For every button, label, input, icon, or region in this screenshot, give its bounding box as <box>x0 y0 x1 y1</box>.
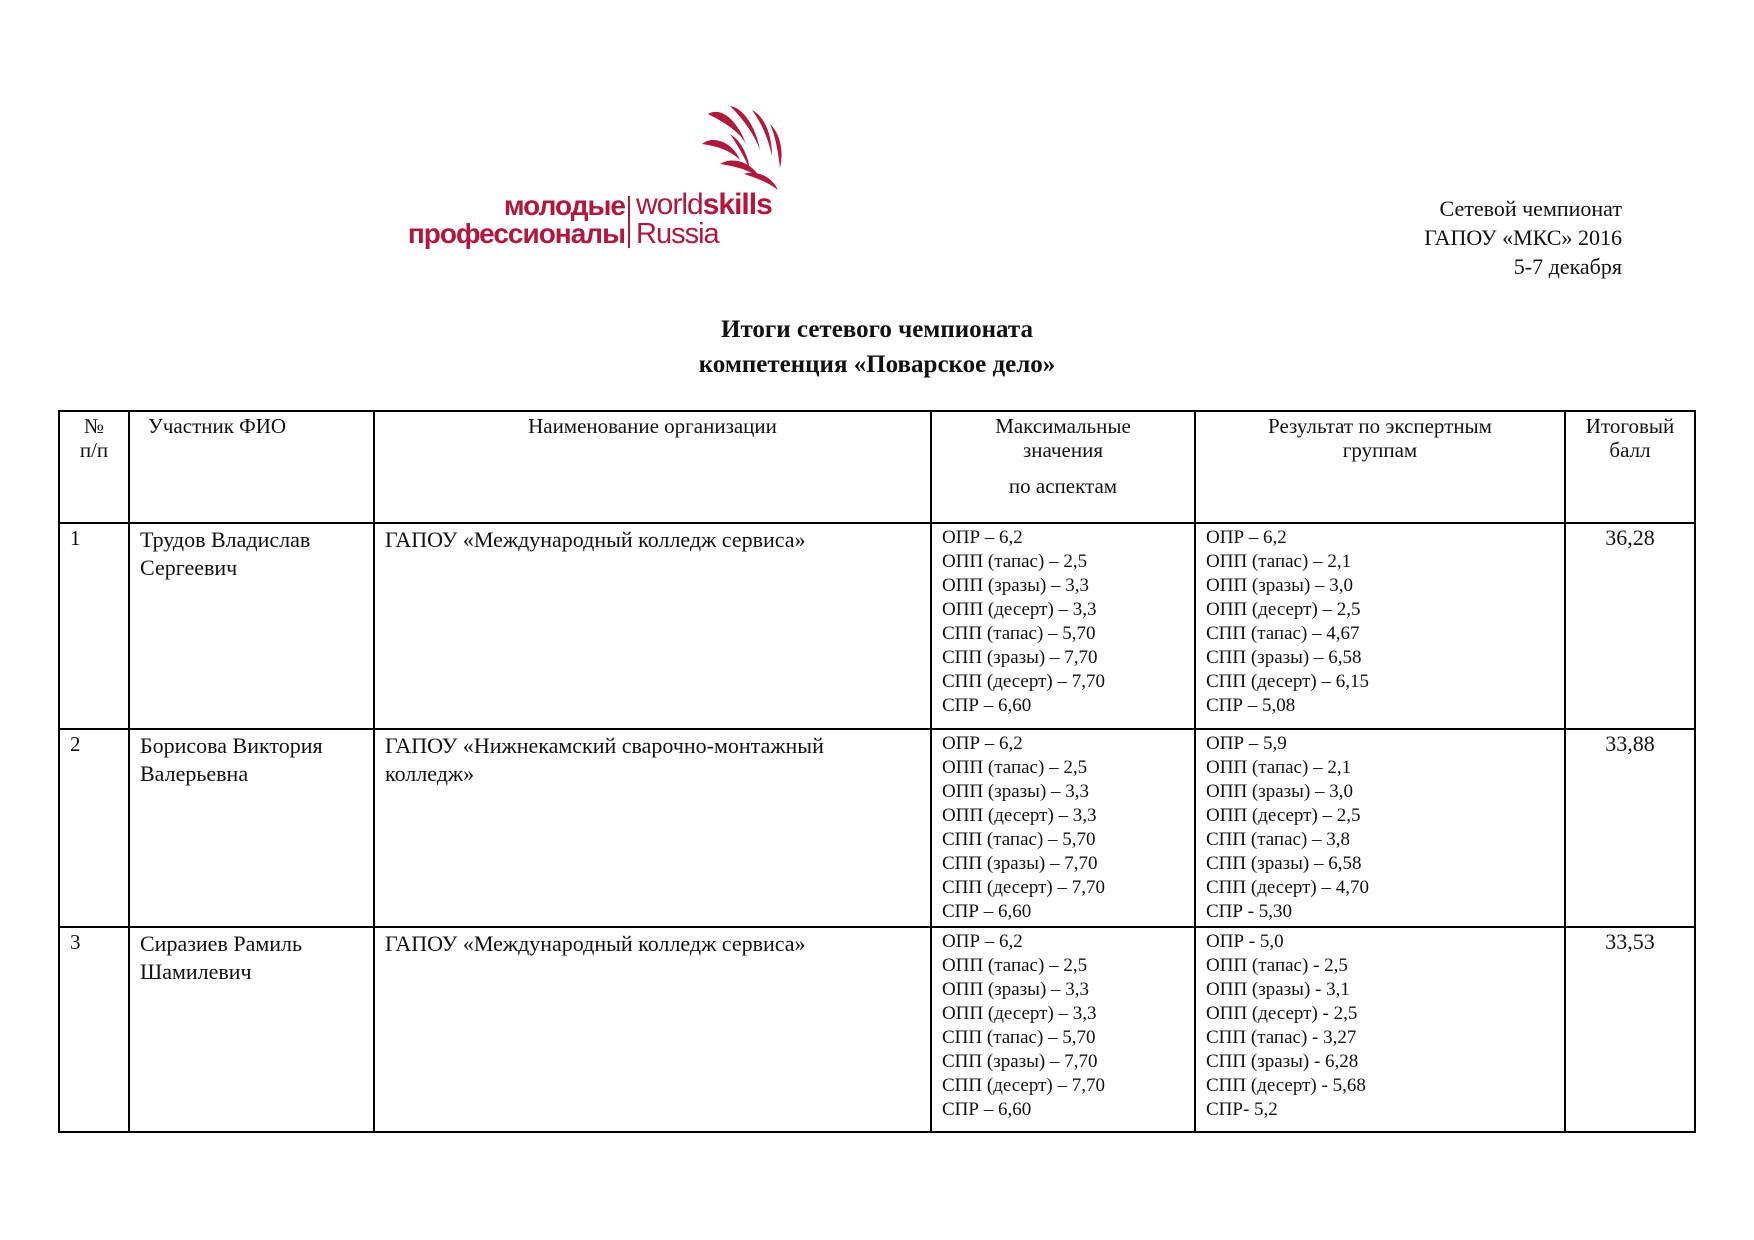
header-num: № п/п <box>59 411 129 523</box>
document-title <box>0 312 1754 382</box>
expert-results-list: ОПР – 6,2 ОПП (тапас) – 2,1 ОПП (зразы) – 3,0 ОПП (десерт) – 2,5 СПП (тапас) – 4,67 СПП (зразы) – 6,58 СПП (десерт) – 6,15 СПР – 5,08 <box>1195 523 1565 729</box>
event-dates: 5-7 декабря <box>1513 254 1622 279</box>
row-number: 2 <box>59 729 129 927</box>
max-values-list: ОПР – 6,2 ОПП (тапас) – 2,5 ОПП (зразы) – 3,3 ОПП (десерт) – 3,3 СПП (тапас) – 5,70 СПП (зразы) – 7,70 СПП (десерт) – 7,70 СПР – 6,60 <box>931 729 1195 927</box>
worldskills-flame-icon <box>700 104 790 196</box>
table-header-row <box>59 411 1695 523</box>
header-max-values: Максимальные значения по аспектам <box>931 411 1195 523</box>
header-total-score: Итоговый балл <box>1565 411 1695 523</box>
logo-text-ru-line1: молодые <box>503 190 625 221</box>
header-organization: Наименование организации <box>374 411 931 523</box>
event-host: ГАПОУ «МКС» 2016 <box>1424 225 1622 250</box>
total-score: 33,53 <box>1565 927 1695 1132</box>
table-row <box>59 729 1695 927</box>
max-values-list: ОПР – 6,2 ОПП (тапас) – 2,5 ОПП (зразы) – 3,3 ОПП (десерт) – 3,3 СПП (тапас) – 5,70 СПП (зразы) – 7,70 СПП (десерт) – 7,70 СПР – 6,60 <box>931 523 1195 729</box>
expert-results-list: ОПР – 5,9 ОПП (тапас) – 2,1 ОПП (зразы) – 3,0 ОПП (десерт) – 2,5 СПП (тапас) – 3,8 СПП (зразы) – 6,58 СПП (десерт) – 4,70 СПР - 5,30 <box>1195 729 1565 927</box>
total-score: 33,88 <box>1565 729 1695 927</box>
logo-text-skills: skills <box>702 188 772 221</box>
title-line2: компетенция «Поварское дело» <box>698 351 1056 378</box>
row-number: 1 <box>59 523 129 729</box>
participant-name: Борисова Виктория Валерьевна <box>129 729 374 927</box>
logo-divider <box>628 196 630 248</box>
table-row <box>59 523 1695 729</box>
table-row <box>59 927 1695 1132</box>
participant-name: Трудов Владислав Сергеевич <box>129 523 374 729</box>
results-table <box>58 410 1696 1133</box>
organization-name: ГАПОУ «Нижнекамский сварочно-монтажный колледж» <box>374 729 931 927</box>
logo-text-en-line1 <box>636 188 772 222</box>
expert-results-list: ОПР - 5,0 ОПП (тапас) - 2,5 ОПП (зразы) - 3,1 ОПП (десерт) - 2,5 СПП (тапас) - 3,27 СПП (зразы) - 6,28 СПП (десерт) - 5,68 СПР- 5,2 <box>1195 927 1565 1132</box>
logo-text-en-line2: Russia <box>636 218 719 250</box>
logo-text-ru-line2: профессионалы <box>407 218 625 249</box>
worldskills-logo <box>360 104 790 254</box>
header-expert-results: Результат по экспертным группам <box>1195 411 1565 523</box>
title-line1: Итоги сетевого чемпионата <box>721 316 1033 343</box>
participant-name: Сиразиев Рамиль Шамилевич <box>129 927 374 1132</box>
event-name: Сетевой чемпионат <box>1439 196 1622 221</box>
total-score: 36,28 <box>1565 523 1695 729</box>
logo-text-world: world <box>636 188 703 221</box>
organization-name: ГАПОУ «Международный колледж сервиса» <box>374 927 931 1132</box>
event-info <box>1424 194 1622 281</box>
header-participant: Участник ФИО <box>129 411 374 523</box>
organization-name: ГАПОУ «Международный колледж сервиса» <box>374 523 931 729</box>
max-values-list: ОПР – 6,2 ОПП (тапас) – 2,5 ОПП (зразы) – 3,3 ОПП (десерт) – 3,3 СПП (тапас) – 5,70 СПП (зразы) – 7,70 СПП (десерт) – 7,70 СПР – 6,60 <box>931 927 1195 1132</box>
row-number: 3 <box>59 927 129 1132</box>
